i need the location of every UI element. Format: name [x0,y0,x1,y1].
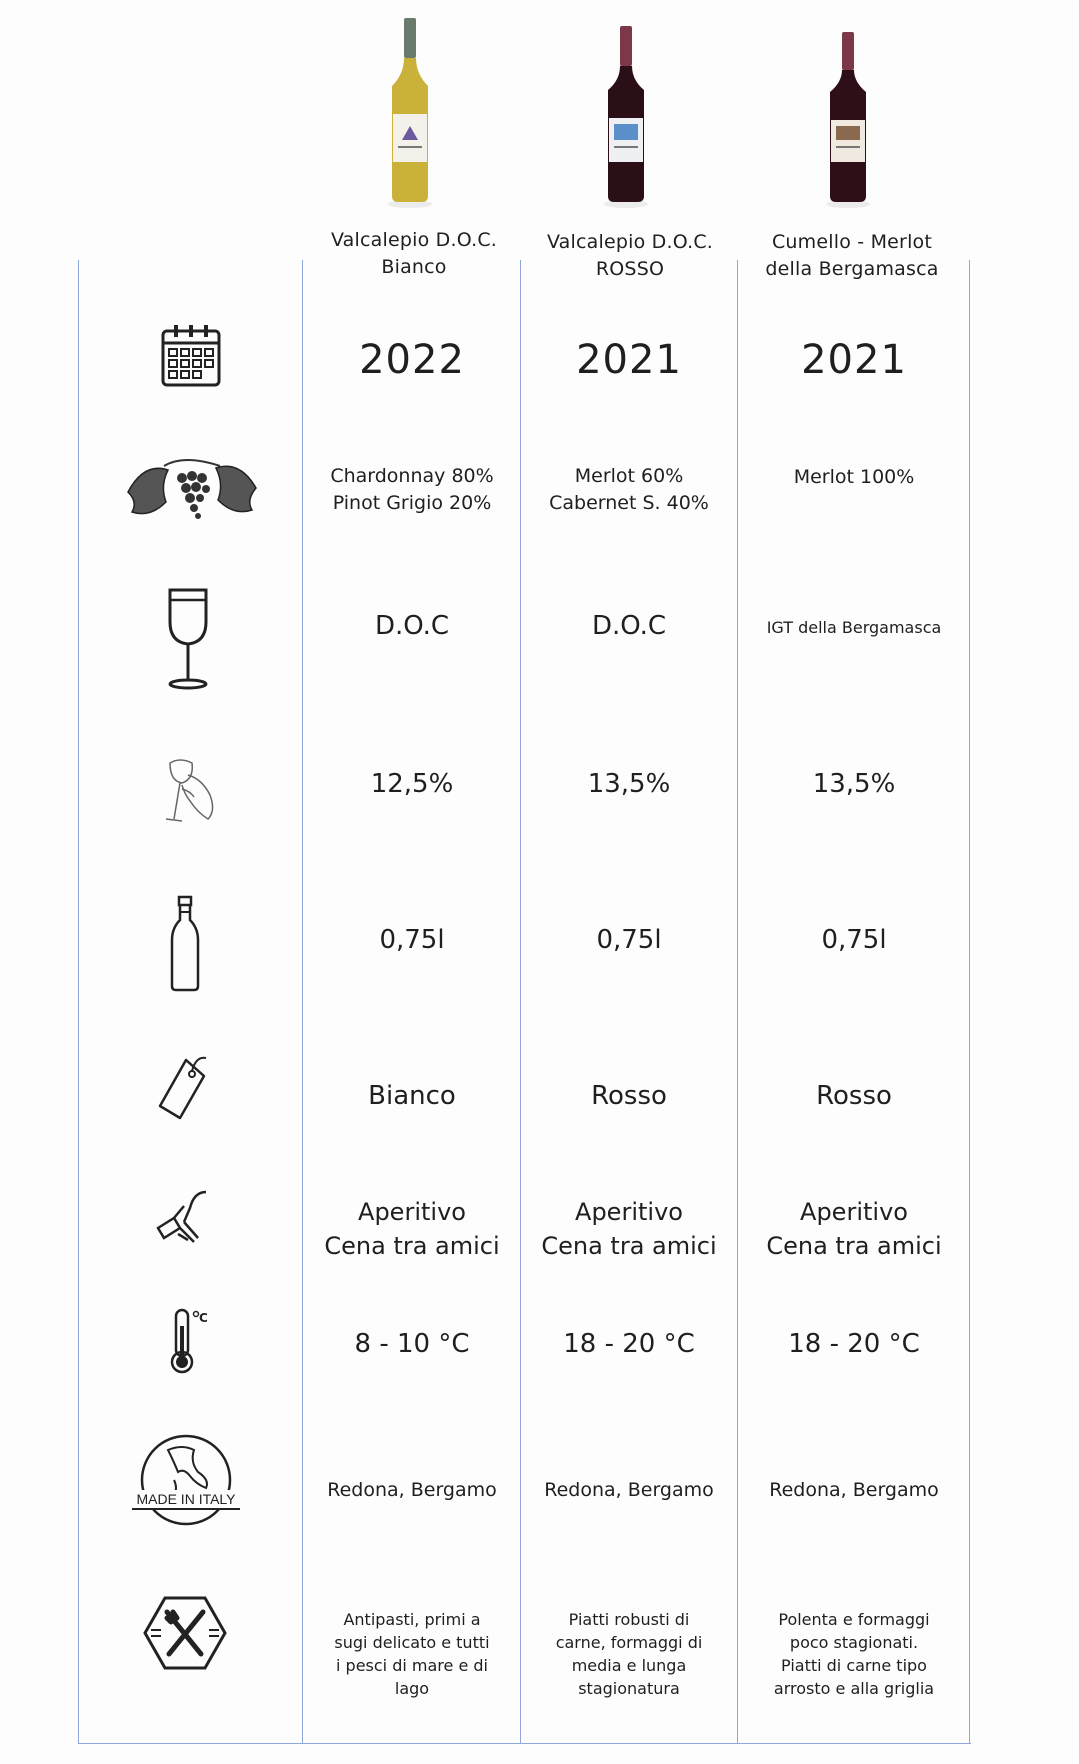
occasion-line1: Aperitivo [358,1198,466,1226]
pairing-line: sugi delicato e tutti [334,1633,490,1652]
pairing-line: poco stagionati. [789,1633,919,1652]
pairing-bianco [312,1606,512,1702]
grape-line2: Pinot Grigio 20% [332,492,492,514]
volume-cumello: 0,75l [821,925,887,955]
pairing-cumello [747,1606,961,1702]
occasion-line2: Cena tra amici [324,1232,500,1260]
bottle-icon [168,894,202,994]
wine-goblet-icon [164,586,212,692]
pairing-line: Antipasti, primi a [343,1610,481,1629]
grape-bianco [304,460,520,520]
italy-map-icon [138,1432,234,1528]
pairing-rosso [529,1606,729,1702]
wine-name-line1: Cumello - Merlot [771,231,933,253]
pairing-line: Piatti robusti di [568,1610,690,1629]
grid-line-right [969,260,970,1744]
occasion-rosso [521,1194,737,1264]
wine-bottle-image-cumello [818,10,878,210]
svg-text:C: C [199,1311,208,1325]
occasion-line1: Aperitivo [575,1198,683,1226]
grid-line-left [78,260,79,1744]
wine-name-line2: ROSSO [595,258,665,280]
occasion-cumello [739,1194,969,1264]
grid-line-bottom [78,1743,971,1744]
type-bianco: Bianco [368,1081,456,1111]
occasion-line2: Cena tra amici [541,1232,717,1260]
wine-name-line1: Valcalepio D.O.C. [546,231,714,253]
alcohol-bianco: 12,5% [370,769,454,799]
grape-cumello [739,462,969,492]
wine-bottle-image-rosso [596,10,656,210]
wine-name-bianco [305,227,523,281]
vintage-bianco: 2022 [359,337,465,383]
classification-cumello: IGT della Bergamasca [766,617,942,637]
pairing-line: carne, formaggi di [555,1633,703,1652]
wine-name-line2: della Bergamasca [765,258,939,280]
occasion-line2: Cena tra amici [766,1232,942,1260]
hand-holding-glass-icon [160,755,220,831]
pairing-line: i pesci di mare e di [336,1656,488,1675]
vintage-cumello: 2021 [801,337,907,383]
classification-rosso: D.O.C [591,611,667,641]
type-cumello: Rosso [816,1081,892,1111]
grape-rosso [521,460,737,520]
grape-line1: Chardonnay 80% [330,465,494,487]
grid-line-col3 [737,260,738,1744]
made-in-italy-text: MADE IN ITALY [132,1490,240,1510]
vintage-rosso: 2021 [576,337,682,383]
pairing-line: media e lunga [571,1656,687,1675]
occasion-line1: Aperitivo [800,1198,908,1226]
calendar-icon [160,323,222,389]
wine-name-cumello [743,229,961,283]
price-tag-icon [156,1052,214,1122]
occasion-bianco [304,1194,520,1264]
toast-icon [154,1188,212,1244]
made-in-italy-badge-icon [138,1432,234,1528]
volume-bianco: 0,75l [379,925,445,955]
wine-name-line1: Valcalepio D.O.C. [330,229,498,251]
fork-knife-icon [143,1596,227,1670]
type-rosso: Rosso [591,1081,667,1111]
origin-cumello: Redona, Bergamo [769,1479,939,1501]
grape-line1: Merlot 100% [793,465,915,488]
grid-line-col1 [302,260,303,1744]
temperature-cumello: 18 - 20 °C [788,1329,920,1359]
pairing-line: Polenta e formaggi [778,1610,930,1629]
pairing-line: stagionatura [578,1679,680,1698]
wine-name-rosso [521,229,739,283]
thermometer-icon [166,1306,212,1376]
pairing-line: arrosto e alla griglia [773,1679,935,1698]
wine-name-line2: Bianco [381,256,447,278]
temperature-rosso: 18 - 20 °C [563,1329,695,1359]
origin-rosso: Redona, Bergamo [544,1479,714,1501]
grape-line1: Merlot 60% [574,465,684,487]
classification-bianco: D.O.C [374,611,450,641]
grape-line2: Cabernet S. 40% [549,492,709,514]
alcohol-cumello: 13,5% [812,769,896,799]
alcohol-rosso: 13,5% [587,769,671,799]
pairing-line: Piatti di carne tipo [781,1656,927,1675]
temperature-bianco: 8 - 10 °C [354,1329,470,1359]
wine-bottle-image-bianco [380,10,440,210]
grape-vine-icon [124,452,260,528]
origin-bianco: Redona, Bergamo [327,1479,497,1501]
volume-rosso: 0,75l [596,925,662,955]
pairing-line: lago [394,1679,430,1698]
